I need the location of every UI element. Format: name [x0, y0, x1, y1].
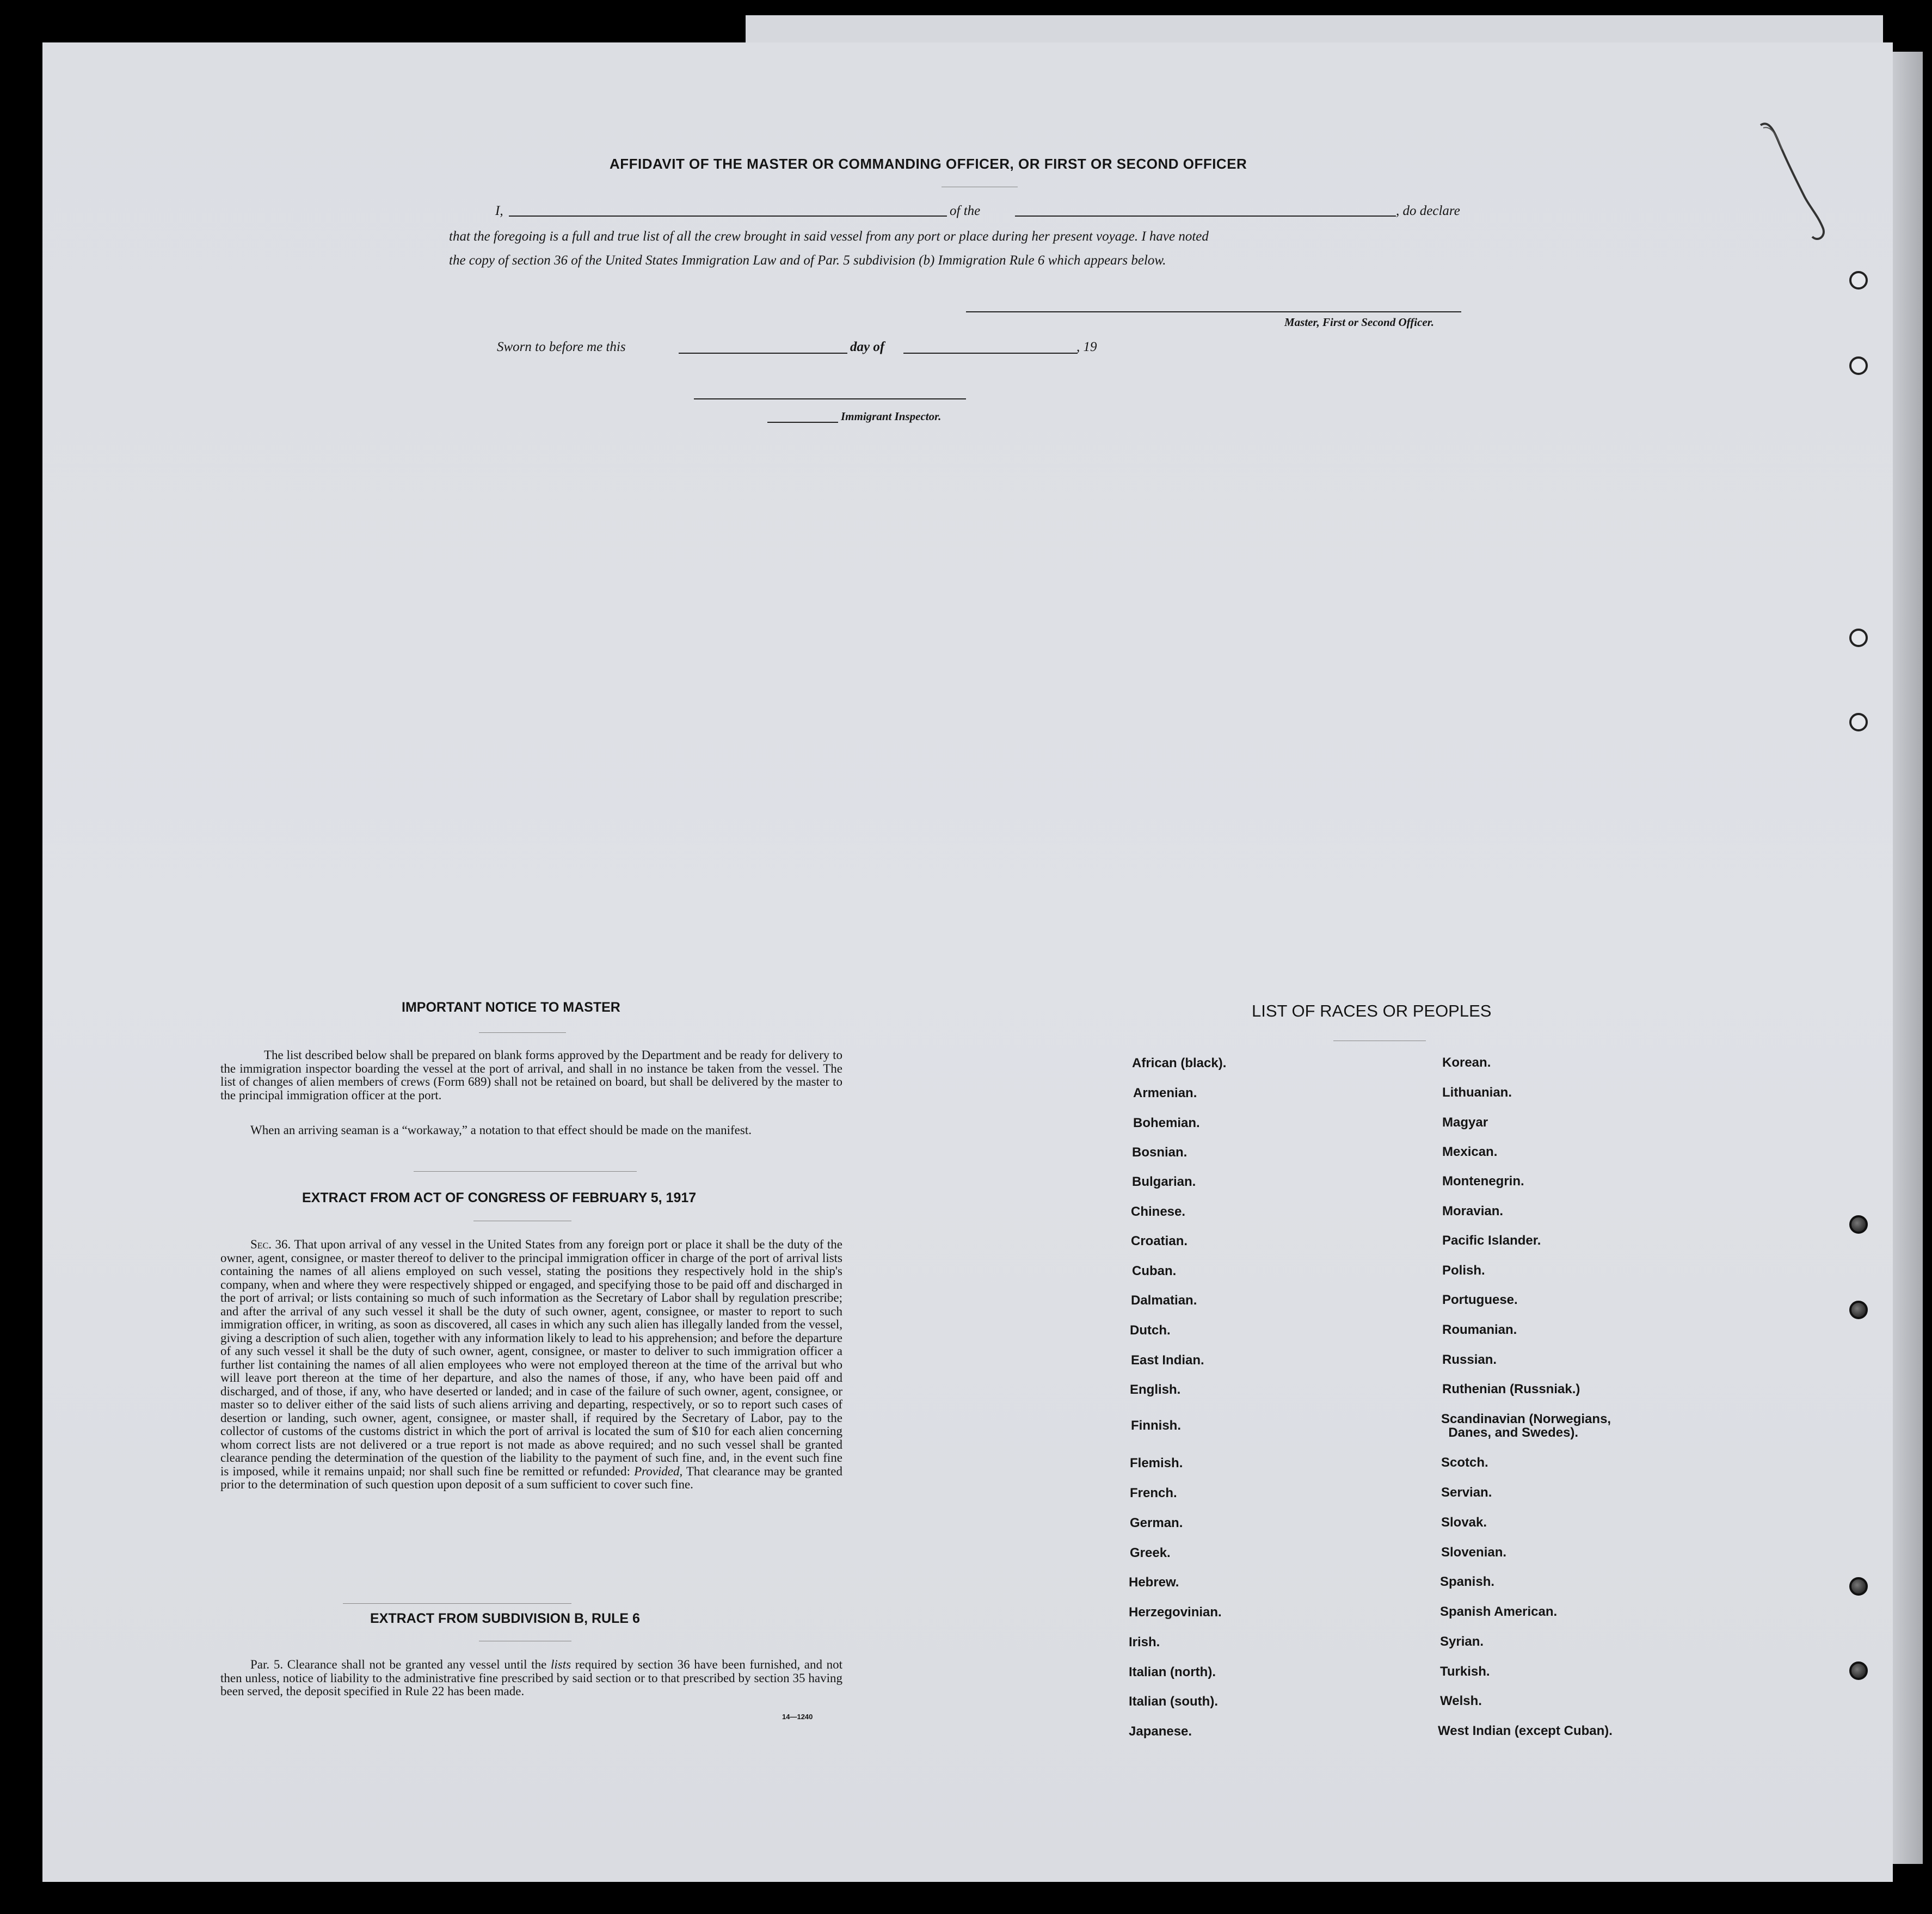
- race-item-right: West Indian (except Cuban).: [1438, 1724, 1613, 1738]
- rule-extract-title: EXTRACT FROM SUBDIVISION B, RULE 6: [370, 1611, 640, 1626]
- race-item-left: Japanese.: [1129, 1724, 1192, 1739]
- race-item-left: African (black).: [1132, 1056, 1227, 1070]
- notice-paragraph-1: The list described below shall be prepared on blank forms approved by the Department and be ready for delivery to the immigration inspector boarding the vessel at the port of arrival, and shall in no instance be taken from the vessel. The list of changes of alien members of crews (Form 689) shall not be retained on board, but shall be delivered by the master to the principal immigration officer at the port.: [220, 1048, 842, 1102]
- binder-hole-icon: [1849, 629, 1868, 647]
- race-item-left: Armenian.: [1133, 1086, 1197, 1100]
- binder-hole-icon: [1849, 1661, 1868, 1680]
- race-item-left: Croatian.: [1131, 1234, 1188, 1248]
- notice-paragraph-2: When an arriving seaman is a “workaway,” a notation to that effect should be made on the manifest.: [250, 1123, 752, 1137]
- declaration-line-2: that the foregoing is a full and true list of all the crew brought in said vessel from any port or place during her present voyage. I have noted: [449, 229, 1209, 244]
- race-item-right: Syrian.: [1440, 1634, 1484, 1649]
- race-item-left: Italian (north).: [1129, 1665, 1216, 1679]
- race-item-left: Herzegovinian.: [1129, 1605, 1222, 1620]
- race-item-left: Bosnian.: [1132, 1145, 1187, 1160]
- ink-stain-icon: [1758, 120, 1845, 250]
- race-item-right: Russian.: [1442, 1352, 1497, 1367]
- race-item-left: Bulgarian.: [1132, 1174, 1196, 1189]
- form-page: [42, 42, 1893, 1882]
- race-item-left: Hebrew.: [1129, 1575, 1179, 1590]
- inspector-caption: Immigrant Inspector.: [841, 410, 942, 423]
- race-item-right: Spanish American.: [1440, 1604, 1558, 1619]
- i-prefix: I,: [495, 204, 503, 218]
- race-item-left: Italian (south).: [1129, 1694, 1218, 1709]
- race-item-right: Moravian.: [1442, 1204, 1504, 1218]
- rule-body-b: required by section 36 have been furnished, and not then unless, notice of liability to the administrative fine prescribed by said section or to that prescribed by section 35 having been served, the deposit specified in Rule 22 has been made.: [220, 1658, 843, 1698]
- race-item-left: Irish.: [1129, 1635, 1160, 1650]
- race-item-left: German.: [1130, 1516, 1183, 1530]
- race-item-right: Polish.: [1442, 1263, 1485, 1278]
- race-item-right: Slovenian.: [1441, 1545, 1507, 1560]
- race-item-right: Lithuanian.: [1442, 1085, 1512, 1100]
- race-item-left: Finnish.: [1131, 1418, 1181, 1433]
- race-item-left: Dalmatian.: [1131, 1293, 1197, 1308]
- divider: [414, 1171, 637, 1172]
- race-item-right: Servian.: [1441, 1485, 1492, 1500]
- race-item-right: Korean.: [1442, 1055, 1491, 1070]
- name-blank-line: [509, 216, 947, 217]
- race-item-right: Roumanian.: [1442, 1322, 1517, 1337]
- race-item-left: Chinese.: [1131, 1204, 1186, 1219]
- do-declare-label: , do declare: [1396, 204, 1460, 218]
- race-item-right: Montenegrin.: [1442, 1174, 1524, 1189]
- month-blank-line: [903, 353, 1078, 354]
- race-item-left: East Indian.: [1131, 1353, 1204, 1368]
- lists-word: lists: [551, 1658, 571, 1671]
- binder-hole-icon: [1849, 356, 1868, 375]
- binder-hole-icon: [1849, 1577, 1868, 1596]
- race-item-left: Bohemian.: [1133, 1116, 1200, 1130]
- race-item-left: French.: [1130, 1486, 1177, 1500]
- section-label: Sec. 36.: [250, 1238, 291, 1251]
- form-number: 14—1240: [782, 1713, 813, 1721]
- race-item-right: Portuguese.: [1442, 1293, 1518, 1307]
- race-item-left: Cuban.: [1132, 1264, 1177, 1278]
- section-body: That upon arrival of any vessel in the United States from any foreign port or place it shall be the duty of the owner, agent, consignee, or master thereof to deliver to the principal immigration officer in charge of the port of arrival lists containing the names of all aliens employed on such vessel, stating the positions they respectively hold in the ship's company, when and where they were respectively shipped or engaged, and specifying those to be paid off and discharged in the port of arrival; or lists containing so much of such information as the Secretary of Labor shall by regulation prescribe; and after the arrival of any such vessel it shall be the duty of such owner, agent, consignee, or master to report to such immigration officer, in writing, as soon as discovered, all cases in which any such alien has illegally landed from the vessel, giving a description of such alien, together with any information likely to lead to his apprehension; and before the departure of any such vessel it shall be the duty of such owner, agent, consignee, or master to deliver to such immigration officer a further list containing the names of all alien employees who were not employed thereon at the time of the arrival but who will leave port thereon at the time of her departure, and also the names of those, if any, who have been paid off and discharged, and of those, if any, who have deserted or landed; and in case of the failure of such owner, agent, consignee, or master so to deliver either of the said lists of such aliens arriving and departing, respectively, or so to report such cases of desertion or landing, such owner, agent, consignee, or master shall, if required by the Secretary of Labor, pay to the collector of customs of the customs district in which the port of arrival is located the sum of $10 for each alien concerning whom correct lists are not delivered or a true report is not made as above required; and no such vessel shall be granted clearance pending the determination of the question of the liability to the payment of such fine, and, in the event such fine is imposed, while it remains unpaid; nor shall such fine be remitted or refunded:: [220, 1238, 842, 1478]
- act-section-36-text: [220, 1238, 842, 1492]
- vessel-blank-line: [1015, 216, 1396, 217]
- race-item-right: Spanish.: [1440, 1574, 1495, 1589]
- race-item-right: Turkish.: [1440, 1664, 1490, 1679]
- race-item-right: Mexican.: [1442, 1144, 1498, 1159]
- day-blank-line: [679, 353, 847, 354]
- day-of-label: day of: [850, 340, 885, 354]
- binder-hole-icon: [1849, 713, 1868, 731]
- page-edge-shadow: [1893, 52, 1923, 1864]
- binder-hole-icon: [1849, 271, 1868, 290]
- divider: [343, 1603, 571, 1604]
- inspector-short-line: [767, 422, 838, 423]
- sworn-label: Sworn to before me this: [497, 340, 626, 354]
- section-tail: That clearance may be granted prior to the determination of such question upon deposit of a sum sufficient to cover such fine.: [220, 1464, 842, 1491]
- inspector-signature-line: [694, 398, 966, 399]
- act-extract-title: EXTRACT FROM ACT OF CONGRESS OF FEBRUARY 5, 1917: [302, 1190, 697, 1205]
- affidavit-title: AFFIDAVIT OF THE MASTER OR COMMANDING OFFICER, OR FIRST OR SECOND OFFICER: [610, 156, 1247, 172]
- race-item-left: Flemish.: [1130, 1456, 1183, 1470]
- rule-paragraph: [220, 1658, 842, 1698]
- rule-body-a: Par. 5. Clearance shall not be granted any vessel until the: [250, 1658, 547, 1671]
- races-title: LIST OF RACES OR PEOPLES: [1252, 1001, 1492, 1020]
- race-item-right: Scandinavian (Norwegians, Danes, and Swedes).: [1441, 1412, 1611, 1440]
- race-item-right: Slovak.: [1441, 1515, 1487, 1530]
- signature-caption: Master, First or Second Officer.: [1284, 316, 1434, 329]
- race-item-left: English.: [1130, 1382, 1181, 1397]
- declaration-line-3: the copy of section 36 of the United States Immigration Law and of Par. 5 subdivision (b) Immigration Rule 6 which appears below.: [449, 253, 1166, 268]
- divider: [479, 1032, 566, 1033]
- race-item-right: Ruthenian (Russniak.): [1442, 1382, 1580, 1396]
- race-item-right: Magyar: [1442, 1115, 1488, 1130]
- provided-word: Provided,: [634, 1464, 683, 1478]
- binder-hole-icon: [1849, 1215, 1868, 1234]
- of-the-label: of the: [950, 204, 981, 218]
- binder-hole-icon: [1849, 1301, 1868, 1319]
- race-item-right: Scotch.: [1441, 1455, 1488, 1470]
- race-item-left: Dutch.: [1130, 1323, 1171, 1338]
- notice-title: IMPORTANT NOTICE TO MASTER: [402, 1000, 620, 1015]
- race-item-right: Pacific Islander.: [1442, 1233, 1541, 1248]
- race-item-left: Greek.: [1130, 1546, 1171, 1560]
- year-label: , 19: [1076, 340, 1097, 354]
- race-item-right: Welsh.: [1440, 1694, 1482, 1708]
- signature-line: [966, 311, 1461, 312]
